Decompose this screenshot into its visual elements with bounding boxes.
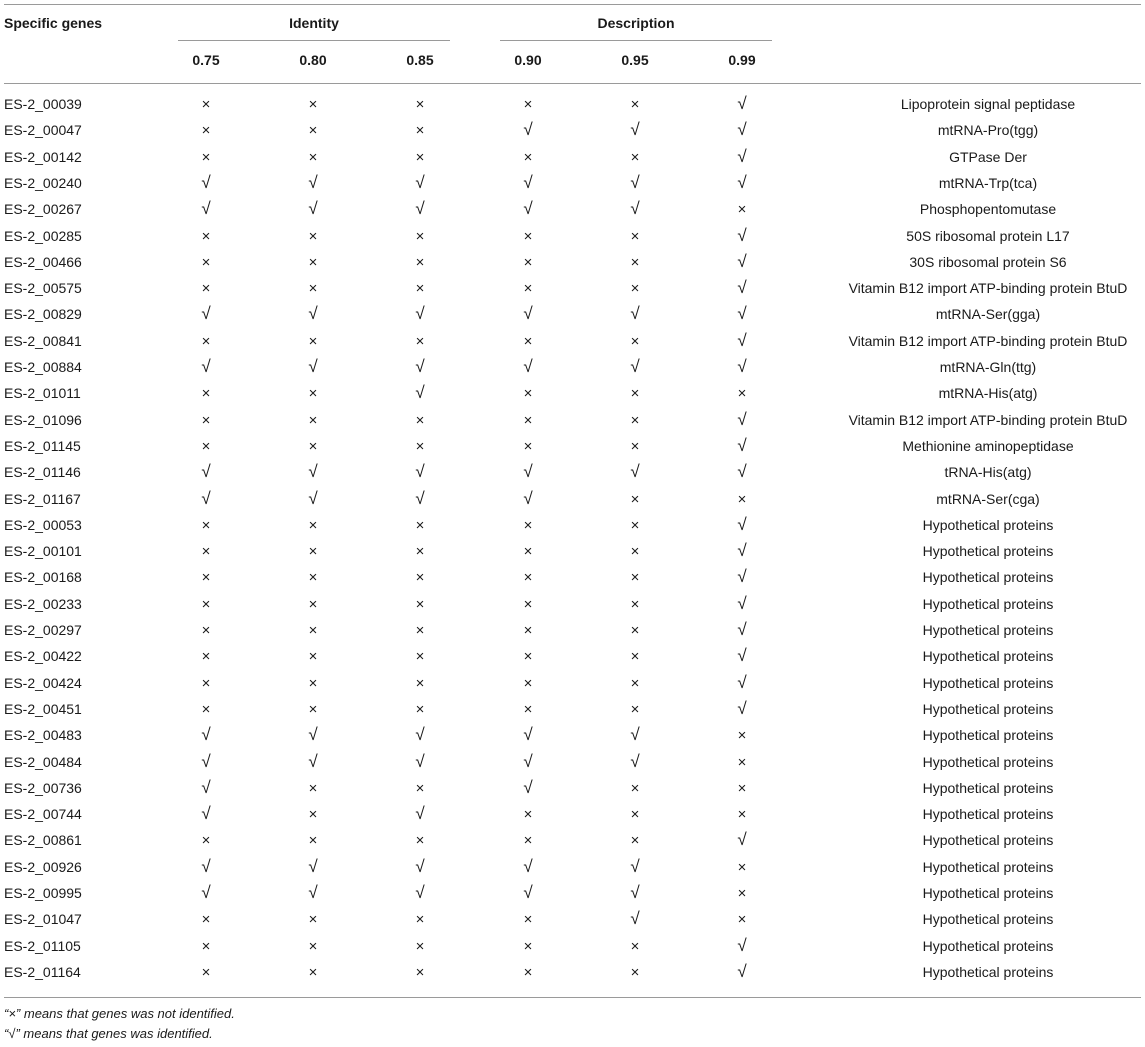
threshold-header: 0.80: [299, 52, 327, 68]
gene-id: ES-2_01096: [4, 411, 82, 428]
not-identified-mark: ×: [201, 543, 211, 561]
not-identified-mark: ×: [523, 963, 533, 981]
gene-description: Lipoprotein signal peptidase: [900, 96, 1076, 112]
not-identified-mark: ×: [523, 595, 533, 613]
gene-id: ES-2_01047: [4, 911, 82, 928]
gene-description: GTPase Der: [949, 148, 1027, 165]
not-identified-mark: ×: [630, 385, 640, 403]
gene-description: Phosphopentomutase: [919, 201, 1057, 218]
not-identified-mark: ×: [415, 437, 425, 455]
not-identified-mark: ×: [523, 543, 533, 561]
identified-mark: √: [308, 751, 318, 771]
description-group-rule: [500, 40, 772, 41]
not-identified-mark: ×: [308, 832, 318, 850]
not-identified-mark: ×: [523, 569, 533, 587]
not-identified-mark: ×: [308, 911, 318, 929]
threshold-header: 0.95: [621, 52, 649, 68]
footnote-identified: “√” means that genes was identified.: [4, 1026, 213, 1041]
not-identified-mark: ×: [630, 148, 640, 166]
identified-mark: √: [737, 672, 747, 692]
not-identified-mark: ×: [630, 411, 640, 429]
gene-description: Hypothetical proteins: [922, 806, 1054, 823]
not-identified-mark: ×: [737, 385, 747, 403]
not-identified-mark: ×: [523, 280, 533, 298]
gene-id: ES-2_00422: [4, 648, 82, 665]
not-identified-mark: ×: [630, 963, 640, 981]
not-identified-mark: ×: [415, 96, 425, 113]
identified-mark: √: [201, 751, 211, 771]
gene-description: mtRNA-His(atg): [938, 385, 1038, 402]
not-identified-mark: ×: [201, 253, 211, 271]
table-bottom-rule: [4, 997, 1141, 998]
not-identified-mark: ×: [308, 648, 318, 666]
not-identified-mark: ×: [630, 332, 640, 350]
gene-description: Hypothetical proteins: [922, 832, 1054, 849]
not-identified-mark: ×: [415, 700, 425, 718]
identified-mark: √: [737, 146, 747, 166]
identified-mark: √: [415, 725, 425, 745]
footnote-not-identified: “×” means that genes was not identified.: [4, 1006, 235, 1021]
not-identified-mark: ×: [201, 674, 211, 692]
threshold-header: 0.85: [406, 52, 434, 68]
identified-mark: √: [737, 278, 747, 298]
not-identified-mark: ×: [630, 437, 640, 455]
identified-mark: √: [737, 698, 747, 718]
identified-mark: √: [415, 804, 425, 824]
threshold-header: 0.90: [514, 52, 542, 68]
identity-group-header: Identity: [289, 15, 339, 31]
gene-description: 50S ribosomal protein L17: [906, 227, 1070, 244]
not-identified-mark: ×: [308, 937, 318, 955]
not-identified-mark: ×: [630, 543, 640, 561]
top-rule: [4, 4, 1141, 5]
not-identified-mark: ×: [415, 253, 425, 271]
not-identified-mark: ×: [737, 727, 747, 745]
gene-id: ES-2_00575: [4, 280, 82, 297]
description-group-header: Description: [597, 15, 675, 31]
gene-id: ES-2_01164: [4, 963, 81, 980]
identified-mark: √: [415, 462, 425, 482]
gene-description: Hypothetical proteins: [922, 674, 1054, 691]
gene-description: Vitamin B12 import ATP-binding protein BtuD: [848, 411, 1128, 428]
identified-mark: √: [737, 172, 747, 192]
identified-mark: √: [630, 304, 640, 324]
not-identified-mark: ×: [523, 648, 533, 666]
gene-description: Hypothetical proteins: [922, 543, 1054, 560]
gene-description: Hypothetical proteins: [922, 595, 1054, 612]
not-identified-mark: ×: [523, 700, 533, 718]
not-identified-mark: ×: [415, 674, 425, 692]
gene-description: mtRNA-Gln(ttg): [939, 359, 1037, 375]
not-identified-mark: ×: [308, 779, 318, 797]
gene-description: Hypothetical proteins: [922, 858, 1054, 875]
identified-mark: √: [201, 304, 211, 324]
identified-mark: √: [737, 462, 747, 482]
identified-mark: √: [201, 883, 211, 902]
identified-mark: √: [201, 357, 211, 376]
identified-mark: √: [523, 462, 533, 482]
not-identified-mark: ×: [737, 779, 747, 797]
not-identified-mark: ×: [523, 516, 533, 534]
gene-id: ES-2_00926: [4, 858, 82, 875]
gene-description: Vitamin B12 import ATP-binding protein BtuD: [848, 280, 1128, 297]
identified-mark: √: [737, 357, 747, 376]
identified-mark: √: [737, 593, 747, 613]
gene-id: ES-2_00168: [4, 569, 82, 586]
gene-id: ES-2_00829: [4, 306, 82, 323]
identified-mark: √: [415, 357, 425, 376]
not-identified-mark: ×: [308, 595, 318, 613]
not-identified-mark: ×: [737, 490, 747, 508]
identified-mark: √: [523, 751, 533, 771]
identified-mark: √: [737, 225, 747, 245]
not-identified-mark: ×: [415, 227, 425, 245]
identified-mark: √: [308, 199, 318, 219]
not-identified-mark: ×: [308, 148, 318, 166]
identified-mark: √: [201, 462, 211, 482]
gene-id: ES-2_00736: [4, 779, 82, 796]
not-identified-mark: ×: [523, 148, 533, 166]
identified-mark: √: [523, 883, 533, 902]
gene-description: Hypothetical proteins: [922, 937, 1054, 954]
gene-description: tRNA-His(atg): [944, 464, 1032, 481]
not-identified-mark: ×: [415, 411, 425, 429]
gene-id: ES-2_00484: [4, 753, 82, 770]
identified-mark: √: [523, 488, 533, 508]
gene-description: Hypothetical proteins: [922, 963, 1054, 980]
identified-mark: √: [201, 172, 211, 192]
identified-mark: √: [737, 304, 747, 324]
gene-id: ES-2_00297: [4, 622, 82, 638]
not-identified-mark: ×: [308, 516, 318, 534]
identified-mark: √: [523, 199, 533, 219]
not-identified-mark: ×: [523, 911, 533, 929]
threshold-header: 0.99: [728, 52, 756, 68]
not-identified-mark: ×: [630, 832, 640, 850]
not-identified-mark: ×: [308, 963, 318, 981]
gene-id: ES-2_00744: [4, 806, 82, 823]
identified-mark: √: [630, 856, 640, 876]
not-identified-mark: ×: [630, 779, 640, 797]
identified-mark: √: [201, 804, 211, 824]
not-identified-mark: ×: [630, 569, 640, 587]
gene-description: Vitamin B12 import ATP-binding protein BtuD: [848, 332, 1128, 349]
gene-id: ES-2_01145: [4, 437, 81, 454]
not-identified-mark: ×: [523, 253, 533, 271]
identified-mark: √: [523, 304, 533, 324]
identified-mark: √: [737, 646, 747, 666]
not-identified-mark: ×: [415, 937, 425, 955]
gene-description: Hypothetical proteins: [922, 700, 1054, 717]
gene-description: 30S ribosomal protein S6: [909, 253, 1067, 270]
not-identified-mark: ×: [415, 595, 425, 613]
gene-id: ES-2_00466: [4, 253, 82, 270]
identified-mark: √: [737, 961, 747, 981]
not-identified-mark: ×: [201, 96, 211, 113]
not-identified-mark: ×: [308, 674, 318, 692]
identified-mark: √: [308, 883, 318, 902]
not-identified-mark: ×: [201, 648, 211, 666]
not-identified-mark: ×: [308, 122, 318, 140]
gene-description: Hypothetical proteins: [922, 753, 1054, 770]
identified-mark: √: [201, 856, 211, 876]
not-identified-mark: ×: [201, 963, 211, 981]
gene-description: Hypothetical proteins: [922, 648, 1054, 665]
identified-mark: √: [737, 935, 747, 955]
identified-mark: √: [523, 856, 533, 876]
identified-mark: √: [737, 541, 747, 561]
identified-mark: √: [630, 462, 640, 482]
not-identified-mark: ×: [737, 911, 747, 929]
identified-mark: √: [201, 777, 211, 797]
gene-id: ES-2_00861: [4, 832, 82, 849]
identified-mark: √: [737, 567, 747, 587]
not-identified-mark: ×: [201, 622, 211, 639]
identified-mark: √: [630, 172, 640, 192]
not-identified-mark: ×: [201, 516, 211, 534]
not-identified-mark: ×: [630, 595, 640, 613]
not-identified-mark: ×: [630, 937, 640, 955]
gene-id: ES-2_00047: [4, 122, 82, 139]
not-identified-mark: ×: [201, 227, 211, 245]
not-identified-mark: ×: [630, 253, 640, 271]
gene-id: ES-2_01011: [4, 385, 81, 402]
not-identified-mark: ×: [415, 516, 425, 534]
gene-id: ES-2_00053: [4, 516, 82, 533]
not-identified-mark: ×: [201, 385, 211, 403]
identified-mark: √: [308, 462, 318, 482]
gene-id: ES-2_01105: [4, 937, 81, 954]
identified-mark: √: [630, 751, 640, 771]
gene-description: Hypothetical proteins: [922, 727, 1054, 744]
identified-mark: √: [415, 883, 425, 902]
gene-id: ES-2_00884: [4, 359, 82, 375]
identified-mark: √: [737, 409, 747, 429]
not-identified-mark: ×: [737, 753, 747, 771]
not-identified-mark: ×: [415, 622, 425, 639]
not-identified-mark: ×: [201, 280, 211, 298]
not-identified-mark: ×: [201, 832, 211, 850]
not-identified-mark: ×: [415, 569, 425, 587]
gene-description: Hypothetical proteins: [922, 569, 1054, 586]
not-identified-mark: ×: [308, 227, 318, 245]
not-identified-mark: ×: [201, 122, 211, 140]
not-identified-mark: ×: [737, 201, 747, 219]
gene-id: ES-2_00101: [4, 543, 82, 560]
not-identified-mark: ×: [737, 806, 747, 824]
gene-description: Hypothetical proteins: [922, 779, 1054, 796]
not-identified-mark: ×: [523, 806, 533, 824]
gene-description: Hypothetical proteins: [922, 911, 1054, 928]
not-identified-mark: ×: [201, 700, 211, 718]
identified-mark: √: [737, 620, 747, 639]
not-identified-mark: ×: [737, 858, 747, 876]
gene-description: mtRNA-Trp(tca): [938, 174, 1038, 191]
identified-mark: √: [308, 488, 318, 508]
not-identified-mark: ×: [630, 700, 640, 718]
identified-mark: √: [737, 94, 747, 113]
not-identified-mark: ×: [630, 96, 640, 113]
identified-mark: √: [630, 725, 640, 745]
identified-mark: √: [630, 199, 640, 219]
not-identified-mark: ×: [415, 148, 425, 166]
identified-mark: √: [415, 304, 425, 324]
not-identified-mark: ×: [201, 937, 211, 955]
identified-mark: √: [308, 172, 318, 192]
identified-mark: √: [737, 251, 747, 271]
gene-id: ES-2_01167: [4, 490, 81, 507]
identity-group-rule: [178, 40, 450, 41]
identified-mark: √: [415, 856, 425, 876]
not-identified-mark: ×: [308, 437, 318, 455]
identified-mark: √: [630, 357, 640, 376]
identified-mark: √: [201, 488, 211, 508]
not-identified-mark: ×: [630, 516, 640, 534]
not-identified-mark: ×: [308, 700, 318, 718]
gene-id: ES-2_01146: [4, 464, 81, 481]
not-identified-mark: ×: [308, 253, 318, 271]
not-identified-mark: ×: [630, 806, 640, 824]
gene-id: ES-2_00233: [4, 595, 82, 612]
not-identified-mark: ×: [201, 332, 211, 350]
identified-mark: √: [415, 488, 425, 508]
gene-description: Hypothetical proteins: [922, 885, 1054, 901]
identified-mark: √: [523, 172, 533, 192]
not-identified-mark: ×: [201, 595, 211, 613]
gene-description: Methionine aminopeptidase: [902, 437, 1074, 454]
not-identified-mark: ×: [308, 385, 318, 403]
gene-id: ES-2_00483: [4, 727, 82, 744]
identified-mark: √: [737, 435, 747, 455]
not-identified-mark: ×: [523, 437, 533, 455]
not-identified-mark: ×: [415, 963, 425, 981]
not-identified-mark: ×: [415, 911, 425, 929]
gene-id: ES-2_00267: [4, 201, 82, 218]
gene-id: ES-2_00451: [4, 700, 82, 717]
identified-mark: √: [308, 725, 318, 745]
identified-mark: √: [523, 725, 533, 745]
gene-description: mtRNA-Pro(tgg): [937, 122, 1039, 139]
gene-description: mtRNA-Ser(gga): [935, 306, 1041, 323]
not-identified-mark: ×: [415, 332, 425, 350]
not-identified-mark: ×: [630, 490, 640, 508]
not-identified-mark: ×: [523, 227, 533, 245]
identified-mark: √: [523, 777, 533, 797]
identified-mark: √: [415, 172, 425, 192]
header-bottom-rule: [4, 83, 1141, 84]
not-identified-mark: ×: [308, 96, 318, 113]
not-identified-mark: ×: [308, 543, 318, 561]
not-identified-mark: ×: [523, 96, 533, 113]
not-identified-mark: ×: [523, 332, 533, 350]
not-identified-mark: ×: [630, 648, 640, 666]
identified-mark: √: [737, 330, 747, 350]
not-identified-mark: ×: [308, 411, 318, 429]
identified-mark: √: [737, 514, 747, 534]
not-identified-mark: ×: [201, 148, 211, 166]
not-identified-mark: ×: [201, 411, 211, 429]
not-identified-mark: ×: [523, 832, 533, 850]
not-identified-mark: ×: [415, 779, 425, 797]
identified-mark: √: [630, 909, 640, 929]
not-identified-mark: ×: [630, 622, 640, 639]
not-identified-mark: ×: [201, 911, 211, 929]
gene-column-header: Specific genes: [4, 15, 103, 31]
identified-mark: √: [415, 751, 425, 771]
not-identified-mark: ×: [308, 622, 318, 639]
not-identified-mark: ×: [523, 385, 533, 403]
not-identified-mark: ×: [415, 832, 425, 850]
not-identified-mark: ×: [415, 280, 425, 298]
gene-id: ES-2_00285: [4, 227, 82, 244]
gene-id: ES-2_00240: [4, 174, 82, 191]
not-identified-mark: ×: [308, 332, 318, 350]
threshold-header: 0.75: [192, 52, 220, 68]
identified-mark: √: [737, 830, 747, 850]
not-identified-mark: ×: [201, 437, 211, 455]
identified-mark: √: [523, 357, 533, 376]
gene-description: Hypothetical proteins: [922, 622, 1054, 638]
gene-id: ES-2_00995: [4, 885, 82, 901]
gene-id: ES-2_00142: [4, 148, 82, 165]
not-identified-mark: ×: [308, 806, 318, 824]
not-identified-mark: ×: [737, 885, 747, 902]
identified-mark: √: [415, 383, 425, 403]
not-identified-mark: ×: [630, 280, 640, 298]
identified-mark: √: [737, 120, 747, 140]
identified-mark: √: [630, 120, 640, 140]
gene-id: ES-2_00841: [4, 332, 82, 349]
identified-mark: √: [415, 199, 425, 219]
identified-mark: √: [630, 883, 640, 902]
identified-mark: √: [308, 304, 318, 324]
identified-mark: √: [201, 199, 211, 219]
identified-mark: √: [308, 357, 318, 376]
not-identified-mark: ×: [630, 674, 640, 692]
not-identified-mark: ×: [630, 227, 640, 245]
not-identified-mark: ×: [201, 569, 211, 587]
identified-mark: √: [308, 856, 318, 876]
not-identified-mark: ×: [523, 674, 533, 692]
not-identified-mark: ×: [523, 411, 533, 429]
not-identified-mark: ×: [308, 280, 318, 298]
identified-mark: √: [523, 120, 533, 140]
gene-description: mtRNA-Ser(cga): [936, 490, 1040, 507]
identified-mark: √: [201, 725, 211, 745]
not-identified-mark: ×: [415, 648, 425, 666]
gene-id: ES-2_00039: [4, 96, 82, 112]
not-identified-mark: ×: [523, 937, 533, 955]
not-identified-mark: ×: [415, 543, 425, 561]
not-identified-mark: ×: [415, 122, 425, 140]
gene-id: ES-2_00424: [4, 674, 82, 691]
not-identified-mark: ×: [523, 622, 533, 639]
gene-description: Hypothetical proteins: [922, 516, 1054, 533]
not-identified-mark: ×: [308, 569, 318, 587]
